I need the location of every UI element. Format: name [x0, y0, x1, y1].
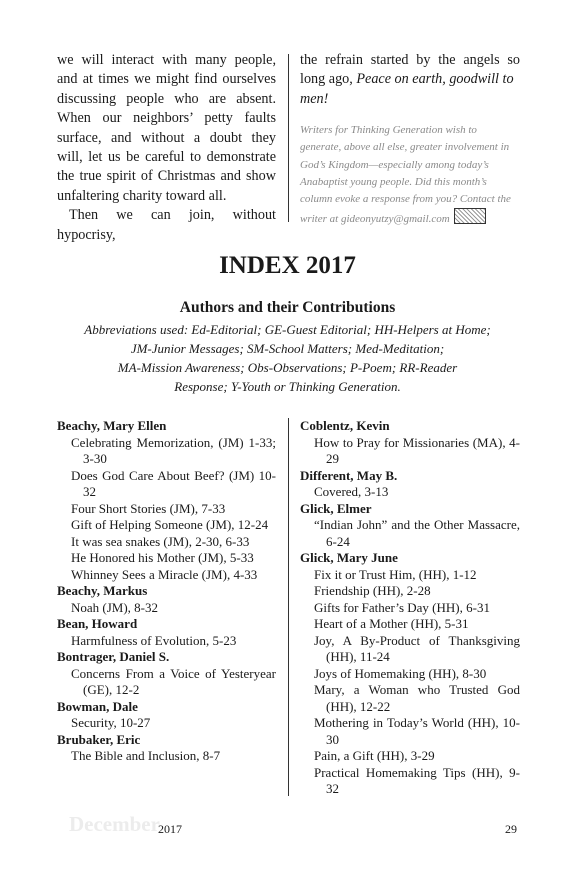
index-author: Beachy, Markus — [57, 583, 148, 598]
index-entry: Practical Homemaking Tips (HH), 9-32 — [314, 764, 520, 796]
index-entry: Joy, A By-Product of Thanksgiving (HH), 11-24 — [314, 632, 520, 664]
index-entry: Joys of Homemaking (HH), 8-30 — [314, 665, 487, 681]
index-entry: Harmfulness of Evolution, 5-23 — [71, 632, 237, 648]
index-title: INDEX 2017 — [219, 252, 356, 279]
article-line: the true spirit of Christmas and show — [57, 168, 276, 185]
index-author: Glick, Elmer — [300, 500, 372, 516]
abbreviations-line: JM-Junior Messages; SM-School Matters; Med-Meditation; — [130, 341, 445, 356]
abbreviations-line: Abbreviations used: Ed-Editorial; GE-Guest Editorial; HH-Helpers at Home; — [84, 322, 491, 337]
section-heading: Authors and their Contributions — [179, 299, 396, 316]
column-divider-bottom — [288, 418, 289, 796]
index-author: Bean, Howard — [57, 616, 138, 631]
index-author: Bowman, Dale — [57, 698, 138, 714]
index-entry: How to Pray for Missionaries (MA), 4-29 — [314, 434, 520, 466]
page-number: 29 — [505, 822, 517, 836]
column-divider-top — [288, 54, 289, 222]
index-entry: Covered, 3-13 — [314, 484, 389, 499]
article-line: When our neighbors’ petty faults — [57, 110, 276, 127]
article-line: discussing people who are absent. — [57, 90, 276, 107]
index-left-column — [57, 418, 276, 765]
article-line: and at times we might find ourselves — [57, 71, 276, 88]
abbreviations-line: Response; Y-Youth or Thinking Generation. — [174, 379, 401, 394]
envelope-icon — [454, 208, 486, 224]
footer-year: 2017 — [158, 822, 182, 836]
article-line: unfaltering charity toward all. — [57, 187, 227, 204]
index-entry: Fix it or Trust Him, (HH), 1-12 — [314, 566, 477, 582]
index-author: Glick, Mary June — [300, 550, 398, 565]
index-entry: Friendship (HH), 2-28 — [314, 583, 431, 598]
article-line: the refrain started by the angels so — [300, 52, 520, 68]
index-entry: He Honored his Mother (JM), 5-33 — [71, 550, 254, 565]
index-entry: Security, 10-27 — [71, 715, 151, 730]
index-entry: Celebrating Memorization, (JM) 1-33; 3-30 — [71, 434, 276, 466]
index-entry: It was sea snakes (JM), 2-30, 6-33 — [71, 533, 250, 549]
abbreviations-line: MA-Mission Awareness; Obs-Observations; P-Poem; RR-Reader — [117, 360, 458, 375]
index-entry: Four Short Stories (JM), 7-33 — [71, 500, 226, 516]
index-entry: Mothering in Today’s World (HH), 10-30 — [314, 715, 520, 747]
index-author: Beachy, Mary Ellen — [57, 418, 167, 433]
index-entry: Heart of a Mother (HH), 5-31 — [314, 616, 469, 631]
byline-text: Writers for Thinking Generation wish to generate, above all else, greater involvement in God’s Kingdom—especially among today’s Anabaptist young people. Did this month’s column evoke a response from you? Contact the writer at gideonyutzy@gmail.com — [300, 124, 511, 226]
index-entry: Pain, a Gift (HH), 3-29 — [314, 748, 435, 763]
article-right-column — [300, 51, 520, 109]
index-entry: Does God Care About Beef? (JM) 10-32 — [71, 467, 276, 499]
footer-month: December — [69, 812, 160, 836]
index-right-column — [300, 418, 520, 798]
index-author: Brubaker, Eric — [57, 731, 141, 747]
index-entry: Gifts for Father’s Day (HH), 6-31 — [314, 599, 490, 615]
index-author: Different, May B. — [300, 467, 398, 483]
index-entry: Gift of Helping Someone (JM), 12-24 — [71, 517, 269, 532]
article-quote: Peace on earth, goodwill to — [356, 71, 514, 88]
article-line: surface, and without a doubt they — [57, 129, 276, 146]
index-author: Bontrager, Daniel S. — [57, 649, 170, 664]
article-line: will, let us be careful to demonstrate — [57, 149, 276, 166]
index-author: Coblentz, Kevin — [300, 418, 390, 433]
article-left-column — [57, 51, 276, 245]
index-entry: “Indian John” and the Other Massacre, 6-24 — [314, 517, 520, 549]
index-entry: The Bible and Inclusion, 8-7 — [71, 748, 221, 763]
index-entry: Whinney Sees a Miracle (JM), 4-33 — [71, 566, 258, 582]
article-line: long ago, — [300, 71, 353, 88]
article-quote-end: men! — [300, 90, 329, 107]
article-line: Then we can join, without hypocrisy, — [57, 207, 276, 243]
index-entry: Noah (JM), 8-32 — [71, 599, 159, 615]
index-entry: Mary, a Woman who Trusted God (HH), 12-22 — [314, 682, 520, 714]
index-entry: Concerns From a Voice of Yesteryear (GE), 12-2 — [71, 665, 276, 697]
article-line: we will interact with many people, — [57, 52, 276, 68]
writer-byline — [300, 122, 520, 229]
